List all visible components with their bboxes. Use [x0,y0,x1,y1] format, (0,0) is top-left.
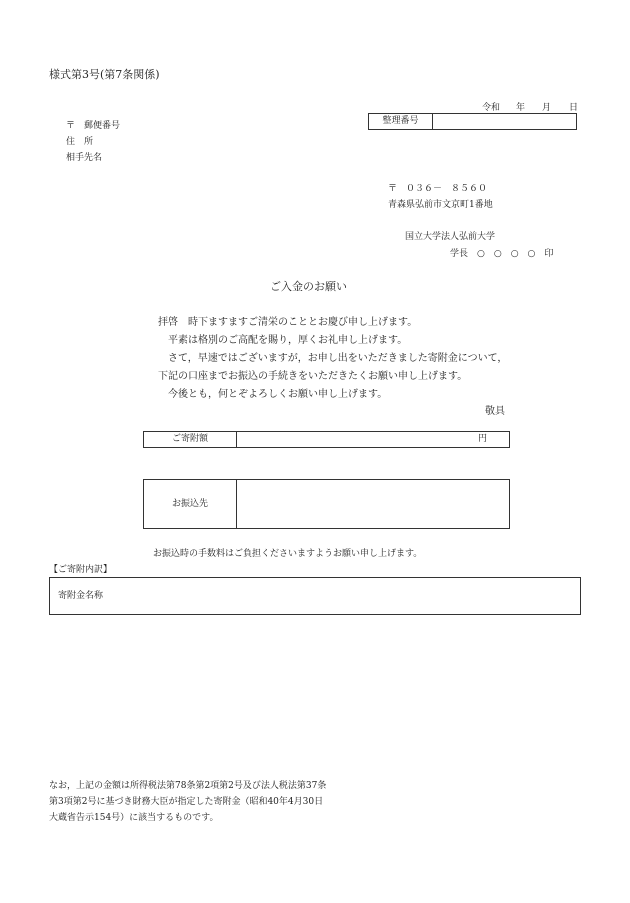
fund-name-field[interactable] [130,578,570,614]
recipient-postal-label: 〒 郵便番号 [66,121,121,131]
donation-amount-box [143,431,510,448]
transfer-destination-box [143,479,510,529]
transfer-destination-field[interactable] [237,480,509,528]
date-day: 日 [569,103,579,113]
recipient-address-label: 住 所 [66,137,94,147]
reference-number-box [368,113,577,130]
letter-line-5: 今後とも，何とぞよろしくお願い申し上げます。 [158,389,388,400]
fee-note: お振込時の手数料はご負担くださいますようお願い申し上げます。 [153,549,423,559]
letter-line-1: 拝啓 時下ますますご清栄のこととお慶び申し上げます。 [158,317,418,328]
donation-amount-field[interactable] [237,432,467,447]
form-label: 様式第3号(第7条関係) [49,68,160,81]
footer-note-line-1: なお，上記の金額は所得税法第78条第2項第2号及び法人税法第37条 [49,781,327,791]
letter-line-2: 平素は格別のご高配を賜り，厚くお礼申し上げます。 [158,335,408,346]
footer-note-line-2: 第3項第2号に基づき財務大臣が指定した寄附金（昭和40年4月30日 [49,797,324,807]
sender-address: 青森県弘前市文京町1番地 [388,200,493,210]
letter-line-3: さて，早速ではございますが，お申し出をいただきました寄附金について， [158,353,508,364]
reference-number-label: 整理番号 [369,114,433,129]
breakdown-heading: 【ご寄附内訳】 [49,565,113,575]
donation-amount-label: ご寄附額 [144,432,237,447]
recipient-name-label: 相手先名 [66,153,103,163]
transfer-destination-label: お振込先 [144,480,237,528]
date-year: 年 [516,103,526,113]
reference-number-field[interactable] [433,114,576,129]
sender-postal: 〒 ０３６－ ８５６０ [388,184,488,194]
sender-president-seal: 学長 ○ ○ ○ ○ 印 [450,249,554,259]
breakdown-box [49,577,581,615]
letter-title: ご入金のお願い [270,280,347,293]
sender-organization: 国立大学法人弘前大学 [405,232,496,242]
fund-name-label: 寄附金名称 [58,591,104,601]
donation-amount-unit: 円 [478,434,488,444]
date-month: 月 [542,103,552,113]
letter-closing: 敬具 [485,406,505,417]
footer-note-line-3: 大蔵省告示154号）に該当するものです。 [49,813,219,823]
date-era: 令和 [482,103,501,113]
letter-line-4: 下記の口座までお振込の手続きをいただきたくお願い申し上げます。 [158,371,468,382]
